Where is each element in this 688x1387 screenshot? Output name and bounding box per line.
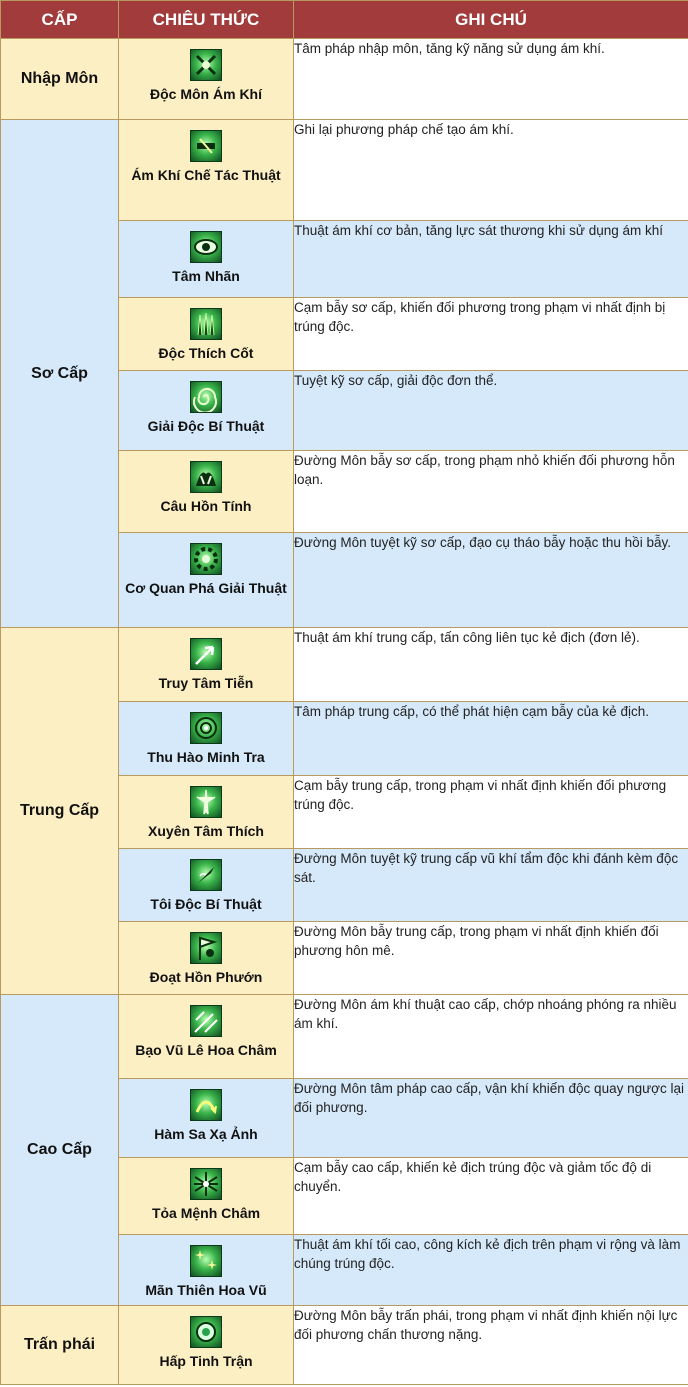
skill-cell [119, 120, 294, 221]
skill-cell [119, 849, 294, 922]
skill-name: Cơ Quan Phá Giải Thuật [125, 580, 287, 596]
skill-cell [119, 628, 294, 702]
skill-note: Đường Môn bẫy trung cấp, trong phạm vi nhất định khiến đối phương hôn mê. [294, 922, 688, 995]
orb-formation-icon [190, 1316, 222, 1348]
table-row [1, 39, 688, 120]
skill-cell [119, 1306, 294, 1385]
needle-rain-icon [190, 1005, 222, 1037]
skill-note: Cạm bẫy sơ cấp, khiến đối phương trong phạm vi nhất định bị trúng độc. [294, 298, 688, 371]
skill-cell [119, 39, 294, 120]
skill-name: Giải Độc Bí Thuật [147, 418, 265, 434]
skill-cell [119, 1158, 294, 1235]
crossed-darts-icon [190, 49, 222, 81]
skill-note: Tâm pháp nhập môn, tăng kỹ năng sử dụng ám khí. [294, 39, 688, 120]
skill-note: Thuật ám khí cơ bản, tăng lực sát thương khi sử dụng ám khí [294, 221, 688, 298]
skill-cell [119, 1079, 294, 1158]
skill-note: Đường Môn bẫy trấn phái, trong phạm vi nhất định khiến nội lực đối phương chấn thương nặng. [294, 1306, 688, 1385]
skill-cell [119, 995, 294, 1079]
skill-cell [119, 451, 294, 533]
skill-note: Đường Môn tuyệt kỹ sơ cấp, đạo cụ tháo bẫy hoặc thu hồi bẫy. [294, 533, 688, 628]
level-so-cap: Sơ Cấp [1, 120, 119, 628]
table-row [1, 1306, 688, 1385]
skill-name: Hàm Sa Xạ Ảnh [154, 1126, 258, 1142]
skill-note: Đường Môn ám khí thuật cao cấp, chớp nhoáng phóng ra nhiều ám khí. [294, 995, 688, 1079]
skill-name: Hấp Tinh Trận [159, 1353, 253, 1369]
skill-note: Thuật ám khí trung cấp, tấn công liên tục kẻ địch (đơn lẻ). [294, 628, 688, 702]
header-skill: CHIÊU THỨC [119, 1, 294, 39]
skill-note: Đường Môn bẫy sơ cấp, trong phạm nhỏ khiến đối phương hỗn loạn. [294, 451, 688, 533]
skill-name: Truy Tâm Tiễn [158, 675, 254, 691]
skill-name: Tôi Độc Bí Thuật [150, 896, 262, 912]
level-cao-cap: Cao Cấp [1, 995, 119, 1306]
table-row [1, 628, 688, 702]
skill-note: Cạm bẫy trung cấp, trong phạm vi nhất định khiến đối phương trúng độc. [294, 776, 688, 849]
skill-name: Độc Môn Ám Khí [150, 86, 262, 102]
arrow-icon [190, 638, 222, 670]
skill-cell [119, 221, 294, 298]
skill-cell [119, 922, 294, 995]
claw-trap-icon [190, 461, 222, 493]
reflect-icon [190, 1089, 222, 1121]
skill-note: Cạm bẫy cao cấp, khiến kẻ địch trúng độc và giảm tốc độ di chuyển. [294, 1158, 688, 1235]
gear-trap-icon [190, 543, 222, 575]
skill-name: Đoạt Hồn Phướn [149, 969, 263, 985]
header-row [1, 1, 688, 39]
skill-cell [119, 371, 294, 451]
swirl-icon [190, 381, 222, 413]
header-note: GHI CHÚ [294, 1, 688, 39]
table-row [1, 995, 688, 1079]
skill-cell [119, 776, 294, 849]
poison-blade-icon [190, 859, 222, 891]
skill-cell [119, 1235, 294, 1306]
skill-name: Thu Hào Minh Tra [147, 749, 265, 765]
skill-note: Tuyệt kỹ sơ cấp, giải độc đơn thể. [294, 371, 688, 451]
level-trung-cap: Trung Cấp [1, 628, 119, 995]
skill-name: Câu Hồn Tính [160, 498, 252, 514]
crafting-tools-icon [190, 130, 222, 162]
poison-spikes-icon [190, 308, 222, 340]
radar-eye-icon [190, 712, 222, 744]
spike-burst-icon [190, 786, 222, 818]
skill-note: Thuật ám khí tối cao, công kích kẻ địch trên phạm vi rộng và làm chúng trúng độc. [294, 1235, 688, 1306]
skill-cell [119, 533, 294, 628]
table-row [1, 120, 688, 221]
skill-cell [119, 298, 294, 371]
sparkle-icon [190, 1245, 222, 1277]
skill-name: Mãn Thiên Hoa Vũ [145, 1282, 267, 1298]
skill-name: Độc Thích Cốt [158, 345, 254, 361]
skill-name: Tỏa Mệnh Châm [151, 1205, 261, 1221]
skill-note: Đường Môn tâm pháp cao cấp, vận khí khiến độc quay ngược lại đối phương. [294, 1079, 688, 1158]
soul-banner-icon [190, 932, 222, 964]
thorn-net-icon [190, 1168, 222, 1200]
header-level: CẤP [1, 1, 119, 39]
level-tran-phai: Trấn phái [1, 1306, 119, 1385]
skill-name: Tâm Nhãn [172, 268, 240, 284]
skill-note: Tâm pháp trung cấp, có thể phát hiện cạm bẫy của kẻ địch. [294, 702, 688, 776]
skill-cell [119, 702, 294, 776]
skill-note: Đường Môn tuyệt kỹ trung cấp vũ khí tẩm độc khi đánh kèm độc sát. [294, 849, 688, 922]
skill-note: Ghi lại phương pháp chế tạo ám khí. [294, 120, 688, 221]
level-nhap-mon: Nhập Môn [1, 39, 119, 120]
eye-icon [190, 231, 222, 263]
skill-name: Bạo Vũ Lê Hoa Châm [135, 1042, 277, 1058]
skill-name: Xuyên Tâm Thích [148, 823, 264, 839]
skill-name: Ám Khí Chế Tác Thuật [131, 167, 281, 183]
